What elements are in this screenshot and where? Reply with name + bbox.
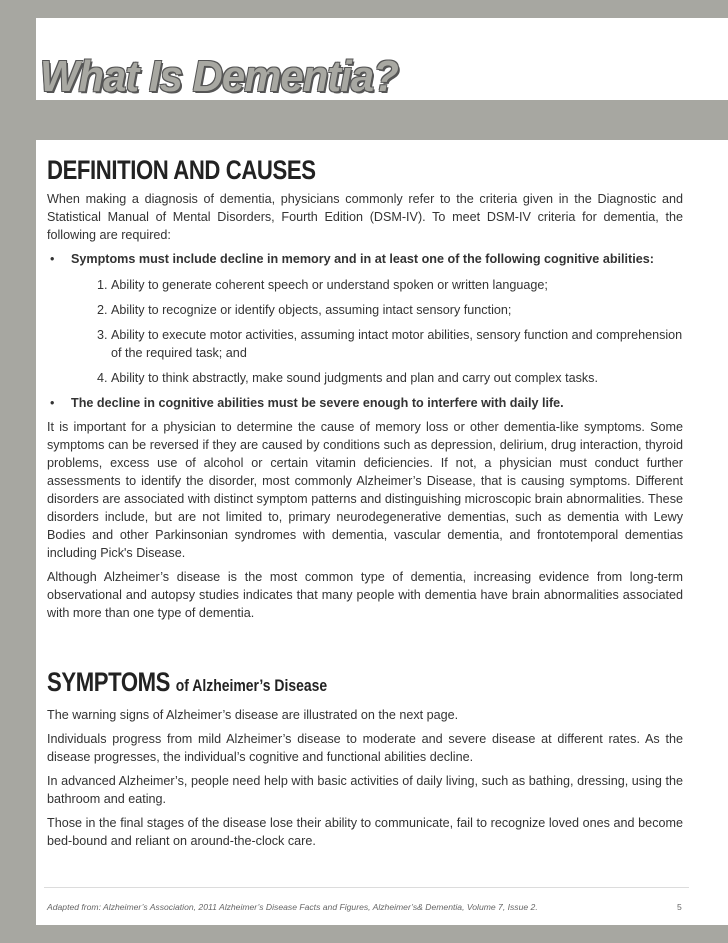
progression-paragraph: Individuals progress from mild Alzheimer’s disease to moderate and severe disease at different rates. As the disease progresses, the individual’s cognitive and functional abilities decline. (47, 732, 683, 764)
footer-divider (44, 887, 689, 888)
criteria-list (47, 250, 683, 412)
page-title: What Is Dementia? (40, 52, 398, 101)
warning-signs-paragraph: The warning signs of Alzheimer’s disease are illustrated on the next page. (47, 708, 459, 722)
criteria-bullet-1: Symptoms must include decline in memory and in at least one of the following cognitive abilities: (71, 252, 654, 266)
section-spacer (47, 628, 683, 664)
content (47, 152, 683, 856)
advanced-paragraph: In advanced Alzheimer’s, people need help with basic activities of daily living, such as bathing, dressing, using the bathroom and eating. (47, 774, 683, 806)
intro-paragraph: When making a diagnosis of dementia, physicians commonly refer to the criteria given in the Diagnostic and Statistical Manual of Mental Disorders, Fourth Edition (DSM-IV). To meet DSM-IV criteria for dementia, the following are required: (47, 192, 683, 242)
symptoms-heading-main: SYMPTOMS (47, 667, 171, 697)
criteria-bullet-2: The decline in cognitive abilities must be severe enough to interfere with daily life. (71, 396, 564, 410)
abilities-list (71, 276, 683, 387)
list-item (47, 394, 683, 412)
list-item (47, 250, 683, 387)
title-band (0, 100, 728, 140)
causes-paragraph: It is important for a physician to determine the cause of memory loss or other dementia-like symptoms. Some symptoms can be reversed if they are caused by conditions such as depression, delirium, drug interaction, thyroid problems, excess use of alcohol or certain vitamin deficiencies. If not, a physician must conduct further assessments to identify the disorder, most commonly Alzheimer’s Disease, that is causing symptoms. Different disorders are associated with distinct symptom patterns and distinguishing microscopic brain abnormalities. These disorders include, but are not limited to, primary neurodegenerative dementias, such as dementia with Lewy Bodies and other Parkinsonian syndromes with dementia, vascular dementia, and frontotemporal dementias including Pick's Disease. (47, 420, 683, 560)
list-item: 1. Ability to generate coherent speech or understand spoken or written language; (111, 276, 683, 294)
section-heading-definition: DEFINITION AND CAUSES (47, 155, 316, 185)
list-item: 4. Ability to think abstractly, make sound judgments and plan and carry out complex tasks. (111, 369, 683, 387)
page-number: 5 (677, 902, 682, 912)
mixed-dementia-paragraph: Although Alzheimer’s disease is the most common type of dementia, increasing evidence from long-term observational and autopsy studies indicates that many people with dementia have brain abnormalities associated with more than one type of dementia. (47, 570, 683, 620)
footer-citation: Adapted from: Alzheimer’s Association, 2011 Alzheimer’s Disease Facts and Figures, Alzheimer’s& Dementia, Volume 7, Issue 2. (47, 902, 538, 912)
final-stage-paragraph: Those in the final stages of the disease lose their ability to communicate, fail to recognize loved ones and become bed-bound and reliant on around-the-clock care. (47, 816, 683, 848)
symptoms-heading-sub: of Alzheimer’s Disease (175, 676, 328, 695)
list-item: 2. Ability to recognize or identify objects, assuming intact sensory function; (111, 301, 683, 319)
section-heading-symptoms (47, 664, 569, 704)
list-item: 3. Ability to execute motor activities, assuming intact motor abilities, sensory function and comprehension of the required task; and (111, 326, 683, 362)
